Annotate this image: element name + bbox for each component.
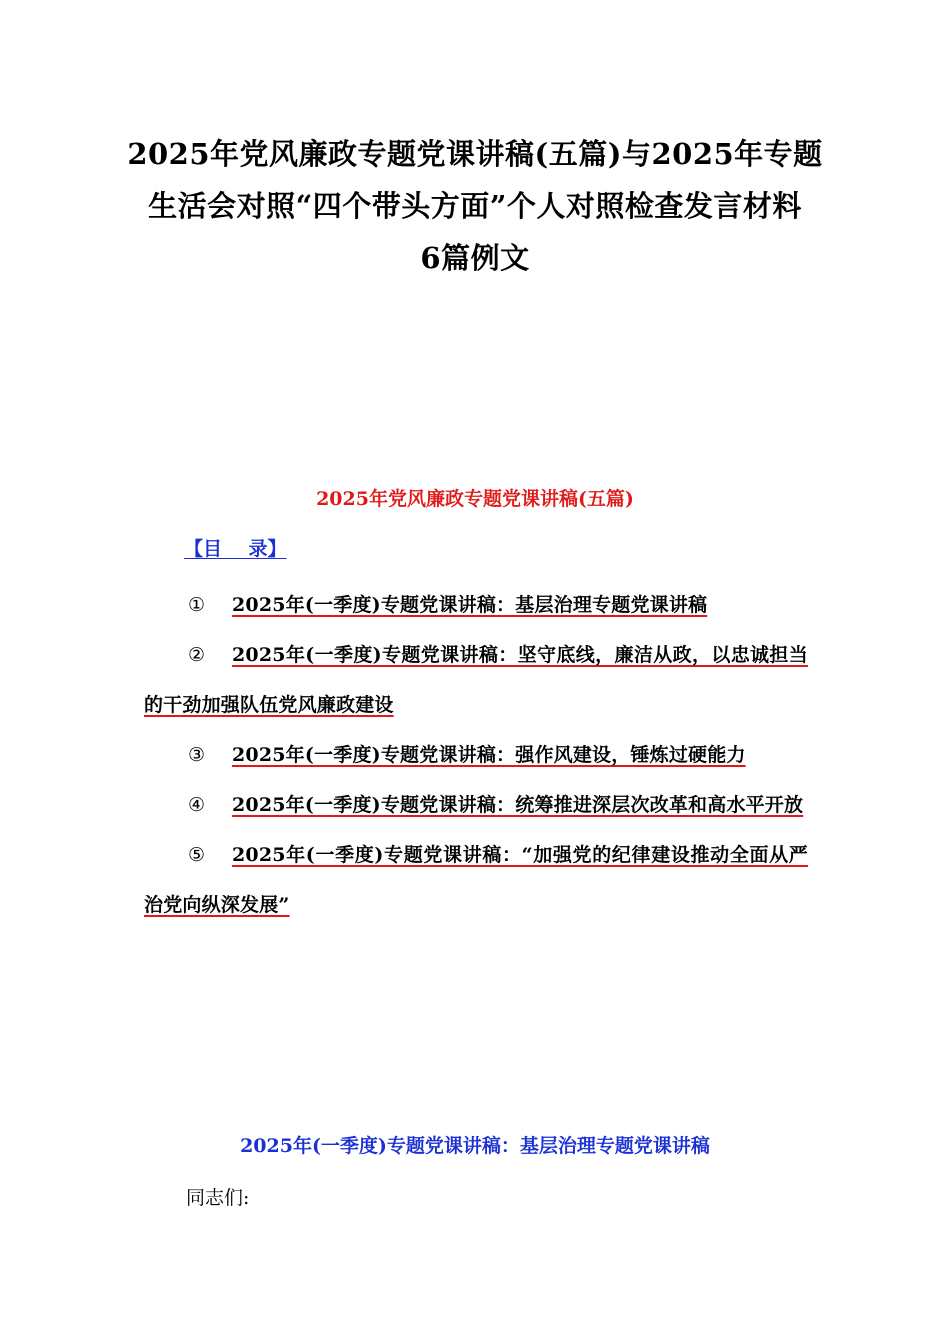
toc-item-4[interactable]	[144, 780, 808, 830]
toc-item-1[interactable]	[144, 580, 808, 630]
toc-item-link[interactable]: 2025年(一季度)专题党课讲稿：坚守底线，廉洁从政，以忠诚担当的干劲加强队伍党风廉政建设	[144, 644, 808, 716]
table-of-contents	[144, 580, 808, 930]
toc-item-link[interactable]: 2025年(一季度)专题党课讲稿：强作风建设，锤炼过硬能力	[232, 744, 746, 766]
article-title: 2025年(一季度)专题党课讲稿：基层治理专题党课讲稿	[240, 1135, 710, 1157]
toc-item-number: ③	[188, 744, 206, 766]
salutation: 同志们:	[186, 1187, 250, 1209]
toc-item-5[interactable]	[144, 830, 808, 930]
document-title	[120, 128, 830, 284]
toc-item-number: ④	[188, 794, 206, 816]
toc-label[interactable]: 【目 录】	[184, 538, 287, 560]
toc-item-link[interactable]: 2025年(一季度)专题党课讲稿：基层治理专题党课讲稿	[232, 594, 708, 616]
toc-item-number: ①	[188, 594, 206, 616]
title-line-3: 6篇例文	[420, 241, 530, 275]
toc-item-3[interactable]	[144, 730, 808, 780]
toc-item-number: ⑤	[188, 844, 206, 866]
section-heading: 2025年党风廉政专题党课讲稿(五篇)	[316, 488, 634, 510]
toc-item-link[interactable]: 2025年(一季度)专题党课讲稿：“加强党的纪律建设推动全面从严治党向纵深发展”	[144, 844, 808, 916]
toc-item-2[interactable]	[144, 630, 808, 730]
toc-item-link[interactable]: 2025年(一季度)专题党课讲稿：统筹推进深层次改革和高水平开放	[232, 794, 804, 816]
title-line-2: 生活会对照“四个带头方面”个人对照检查发言材料	[148, 189, 802, 223]
toc-item-number: ②	[188, 644, 206, 666]
title-line-1: 2025年党风廉政专题党课讲稿(五篇)与2025年专题	[127, 137, 823, 171]
